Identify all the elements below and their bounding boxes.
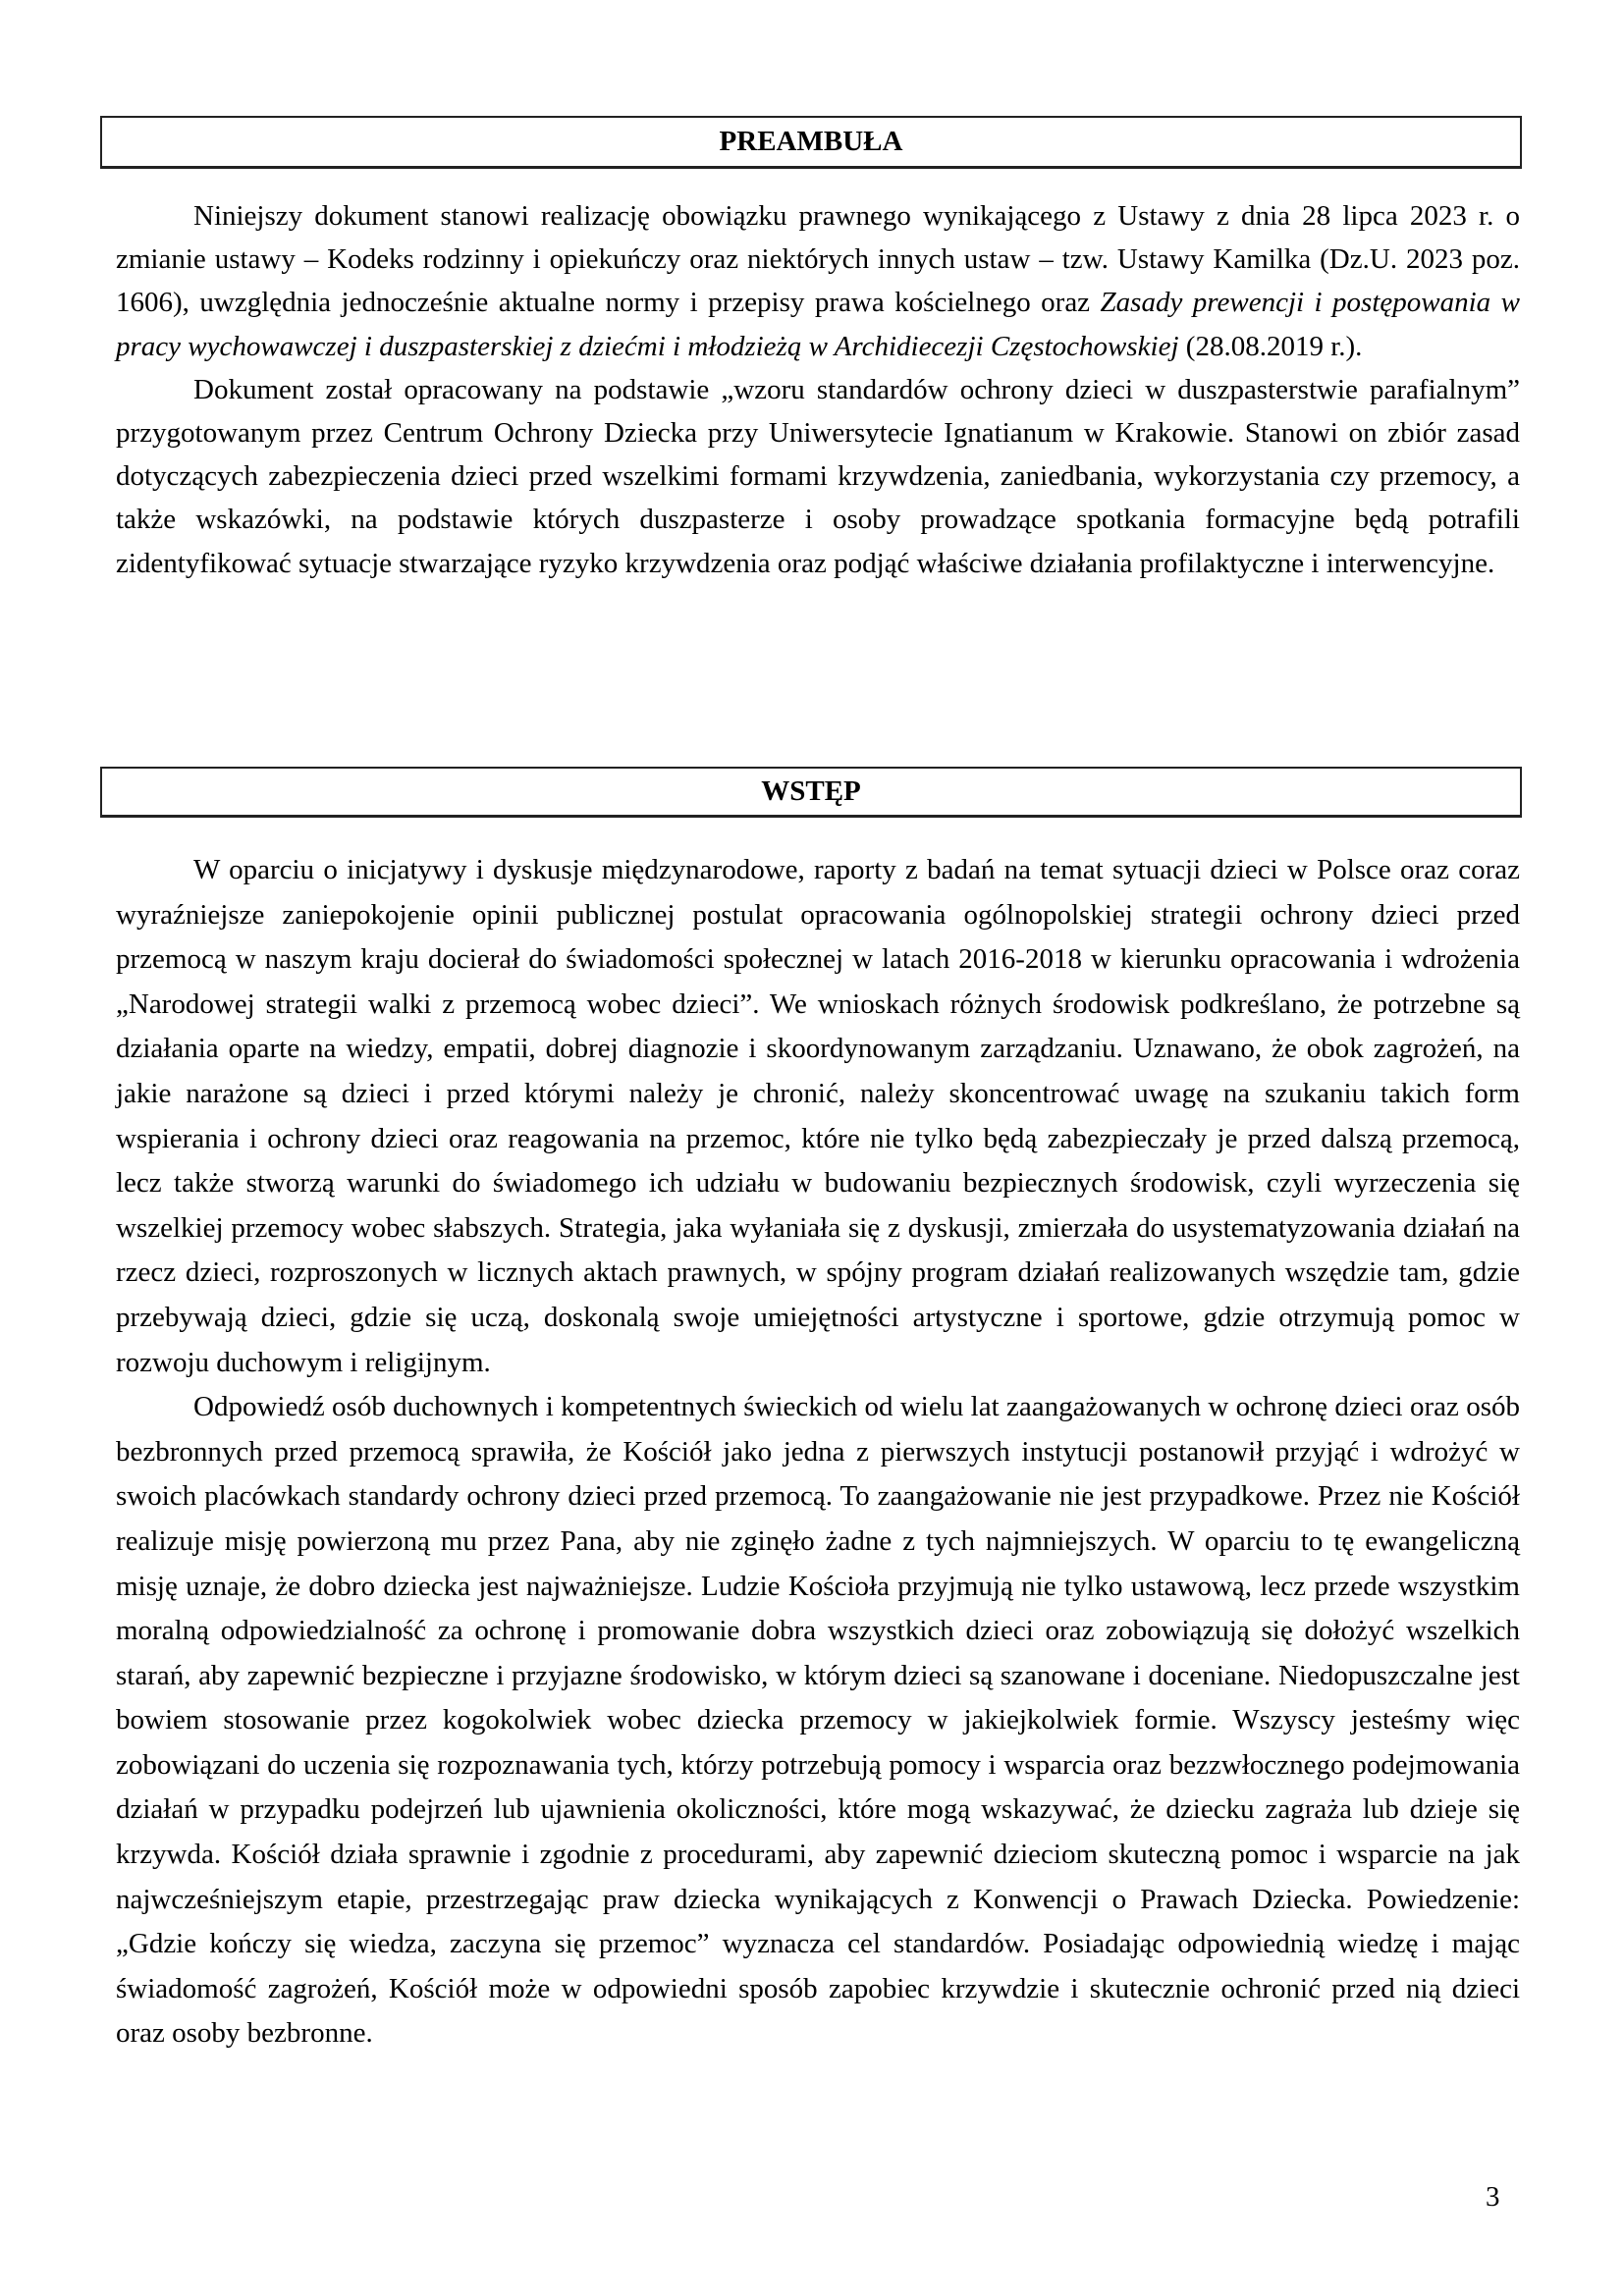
preamble-heading-box [100,116,1522,169]
page-number: 3 [1486,2181,1500,2213]
intro-paragraph-2: Odpowiedź osób duchownych i kompetentnych świeckich od wielu lat zaangażowanych w ochronę dzieci oraz osób bezbronnych przed przemocą sprawiła, że Kościół jako jedna z pierwszych instytucji postanowił przyjąć i wdrożyć w swoich placówkach standardy ochrony dzieci przed przemocą. To zaangażowanie nie jest przypadkowe. Przez nie Kościół realizuje misję powierzoną mu przez Pana, aby nie zginęło żadne z tych najmniejszych. W oparciu to tę ewangeliczną misję uznaje, że dobro dziecka jest najważniejsze. Ludzie Kościoła przyjmują nie tylko ustawową, lecz przede wszystkim moralną odpowiedzialność za ochronę i promowanie dobra wszystkich dzieci oraz zobowiązują się dołożyć wszelkich starań, aby zapewnić bezpieczne i przyjazne środowisko, w którym dzieci są szanowane i doceniane. Niedopuszczalne jest bowiem stosowanie przez kogokolwiek wobec dziecka przemocy w jakiejkolwiek formie. Wszyscy jesteśmy więc zobowiązani do uczenia się rozpoznawania tych, którzy potrzebują pomocy i wsparcia oraz bezzwłocznego podejmowania działań w przypadku podejrzeń lub ujawnienia okoliczności, które mogą wskazywać, że dziecku zagraża lub dzieje się krzywda. Kościół działa sprawnie i zgodnie z procedurami, aby zapewnić dzieciom skuteczną pomoc i wsparcie na jak najwcześniejszym etapie, przestrzegając praw dziecka wynikających z Konwencji o Prawach Dziecka. Powiedzenie: „Gdzie kończy się wiedza, zaczyna się przemoc” wyznacza cel standardów. Posiadając odpowiednią wiedzę i mając świadomość zagrożeń, Kościół może w odpowiedni sposób zapobiec krzywdzie i skutecznie ochronić przed nią dzieci oraz osoby bezbronne. [116,1391,1520,2050]
intro-paragraph-1: W oparciu o inicjatywy i dyskusje międzynarodowe, raporty z badań na temat sytuacji dzieci w Polsce oraz coraz wyraźniejsze zaniepokojenie opinii publicznej postulat opracowania ogólnopolskiej strategii ochrony dzieci przed przemocą w naszym kraju docierał do świadomości społecznej w latach 2016-2018 w kierunku opracowania i wdrożenia „Narodowej strategii walki z przemocą wobec dzieci”. We wnioskach różnych środowisk podkreślano, że potrzebne są działania oparte na wiedzy, empatii, dobrej diagnozie i skoordynowanym zarządzaniu. Uznawano, że obok zagrożeń, na jakie narażone są dzieci i przed którymi należy je chronić, należy skoncentrować uwagę na szukaniu takich form wspierania i ochrony dzieci oraz reagowania na przemoc, które nie tylko będą zabezpieczały je przed dalszą przemocą, lecz także stworzą warunki do świadomego ich udziału w budowaniu bezpiecznych środowisk, czyli wyrzeczenia się wszelkiej przemocy wobec słabszych. Strategia, jaka wyłaniała się z dyskusji, zmierzała do usystematyzowania działań na rzecz dzieci, rozproszonych w licznych aktach prawnych, w spójny program działań realizowanych wszędzie tam, gdzie przebywają dzieci, gdzie się uczą, doskonalą swoje umiejętności artystyczne i sportowe, gdzie otrzymują pomoc w rozwoju duchowym i religijnym. [116,854,1520,1378]
intro-heading: WSTĘP [761,775,861,807]
intro-body [116,848,1520,2056]
document-title-italic: Zasady prewencji i postępowania w pracy wychowawczej i duszpasterskiej z dziećmi i młodzieżą w Archidiecezji Częstochowskiej [116,287,1520,362]
preamble-text: Niniejszy dokument stanowi realizację obowiązku prawnego wynikającego z Ustawy z dnia 28 lipca 2023 r. o zmianie ustawy – Kodeks rodzinny i opiekuńczy oraz niektórych innych ustaw – tzw. Ustawy Kamilka (Dz.U. 2023 poz. 1606), uwzględnia jednocześnie aktualne normy i przepisy prawa kościelnego oraz [116,200,1520,319]
preamble-paragraph-1 [116,194,1520,368]
preamble-heading: PREAMBUŁA [719,126,903,157]
preamble-date: (28.08.2019 r.). [1178,330,1363,362]
preamble-paragraph-2: Dokument został opracowany na podstawie „wzoru standardów ochrony dzieci w duszpasterstwie parafialnym” przygotowanym przez Centrum Ochrony Dziecka przy Uniwersytecie Ignatianum w Krakowie. Stanowi on zbiór zasad dotyczących zabezpieczenia dzieci przed wszelkimi formami krzywdzenia, zaniedbania, wykorzystania czy przemocy, a także wskazówki, na podstawie których duszpasterze i osoby prowadzące spotkania formacyjne będą potrafili zidentyfikować sytuacje stwarzające ryzyko krzywdzenia oraz podjąć właściwe działania profilaktyczne i interwencyjne. [116,373,1520,579]
intro-heading-box [100,767,1522,818]
preamble-body [116,194,1520,585]
